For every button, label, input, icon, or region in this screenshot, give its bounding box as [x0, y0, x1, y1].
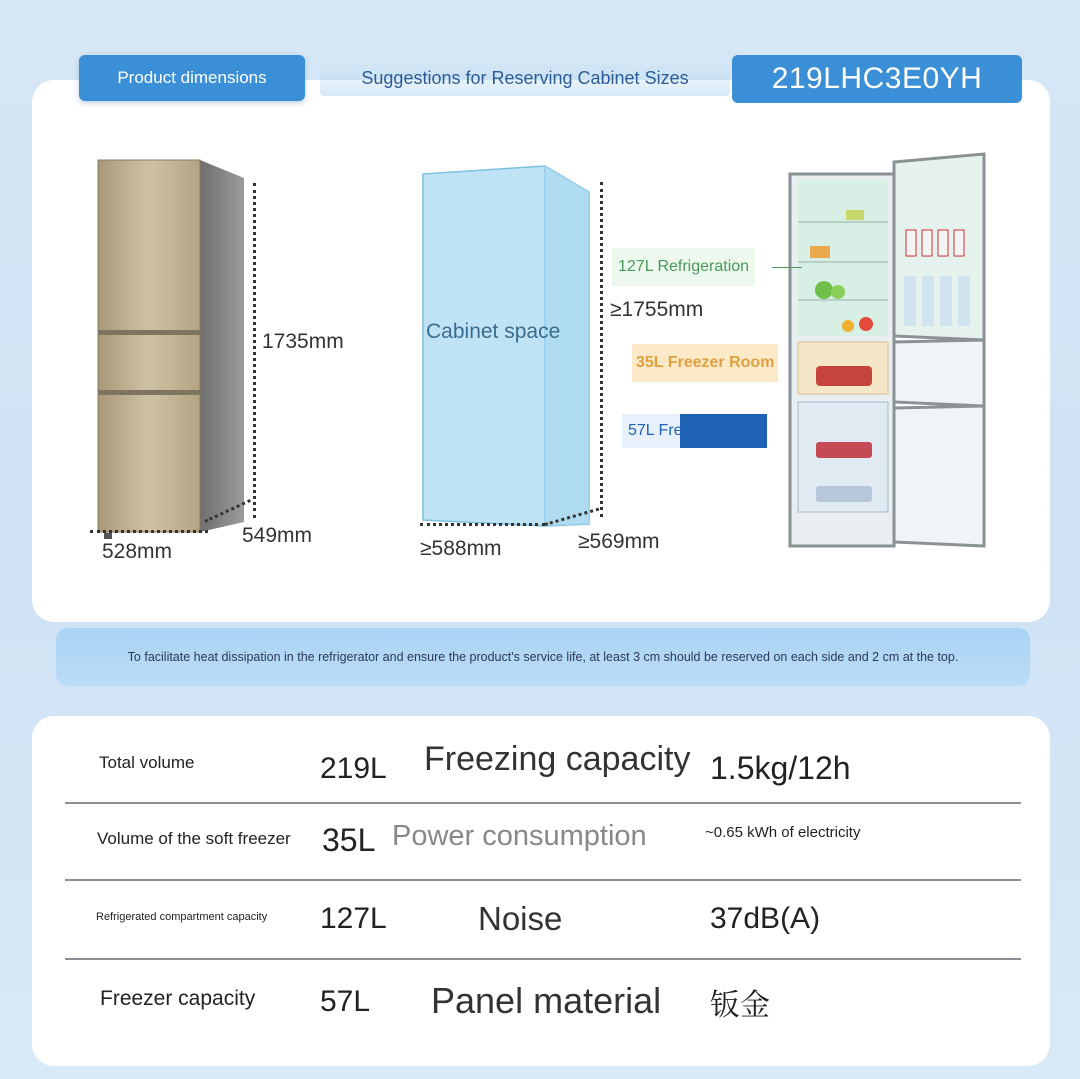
- spec-label-total-volume: Total volume: [99, 753, 195, 772]
- spec-divider: [65, 802, 1021, 804]
- cabinet-width-label: ≥588mm: [420, 537, 502, 560]
- model-number-badge: 219LHC3E0YH: [732, 55, 1022, 103]
- spec-divider: [65, 958, 1021, 960]
- cabinet-height-line: [600, 182, 603, 517]
- fridge-height-label: 1735mm: [262, 330, 344, 353]
- spec-value-noise: 37dB(A): [710, 902, 821, 935]
- spec-value-soft-freezer: 35L: [322, 822, 376, 858]
- fridge-width-label: 528mm: [102, 540, 173, 563]
- cabinet-space-label: Cabinet space: [426, 320, 561, 343]
- tab-product-dimensions[interactable]: Product dimensions: [79, 55, 305, 101]
- spec-label-refrigerated-capacity: Refrigerated compartment capacity: [96, 911, 268, 923]
- cabinet-depth-label: ≥569mm: [578, 530, 660, 553]
- spec-value-panel-material: 钣金: [710, 989, 770, 1022]
- tab-cabinet-suggestions[interactable]: Suggestions for Reserving Cabinet Sizes: [320, 60, 730, 96]
- spec-label-panel-material: Panel material: [431, 980, 662, 1021]
- cabinet-space-box: [415, 160, 595, 540]
- fridge-depth-label: 549mm: [242, 524, 313, 547]
- spec-label-noise: Noise: [478, 900, 563, 937]
- spec-value-refrigerated-capacity: 127L: [320, 902, 387, 935]
- callout-freezer: [622, 414, 767, 448]
- cabinet-width-line: [420, 523, 545, 526]
- callout-refrigeration: 127L Refrigeration: [612, 248, 755, 286]
- callout-freezer-label: 57L Freezer Room: [628, 422, 761, 439]
- callout-refrigeration-line: [772, 267, 802, 268]
- spec-label-freezer-capacity: Freezer capacity: [100, 987, 256, 1010]
- spec-divider: [65, 879, 1021, 881]
- open-fridge-image: [786, 150, 990, 555]
- callout-soft-freezer: 35L Freezer Room: [632, 344, 778, 382]
- fridge-height-line: [253, 183, 256, 518]
- spec-label-power-consumption: Power consumption: [392, 820, 647, 852]
- heat-dissipation-notice: To facilitate heat dissipation in the refrigerator and ensure the product's service life, at least 3 cm should be reserved on each side and 2 cm at the top.: [56, 628, 1030, 686]
- spec-value-freezer-capacity: 57L: [320, 985, 371, 1018]
- spec-label-soft-freezer: Volume of the soft freezer: [97, 829, 291, 848]
- spec-value-power-consumption: ~0.65 kWh of electricity: [705, 824, 861, 841]
- spec-value-freezing-capacity: 1.5kg/12h: [710, 750, 851, 786]
- spec-label-freezing-capacity: Freezing capacity: [424, 740, 691, 778]
- fridge-width-line: [90, 530, 208, 533]
- spec-value-total-volume: 219L: [320, 752, 387, 785]
- cabinet-height-label: ≥1755mm: [610, 298, 704, 321]
